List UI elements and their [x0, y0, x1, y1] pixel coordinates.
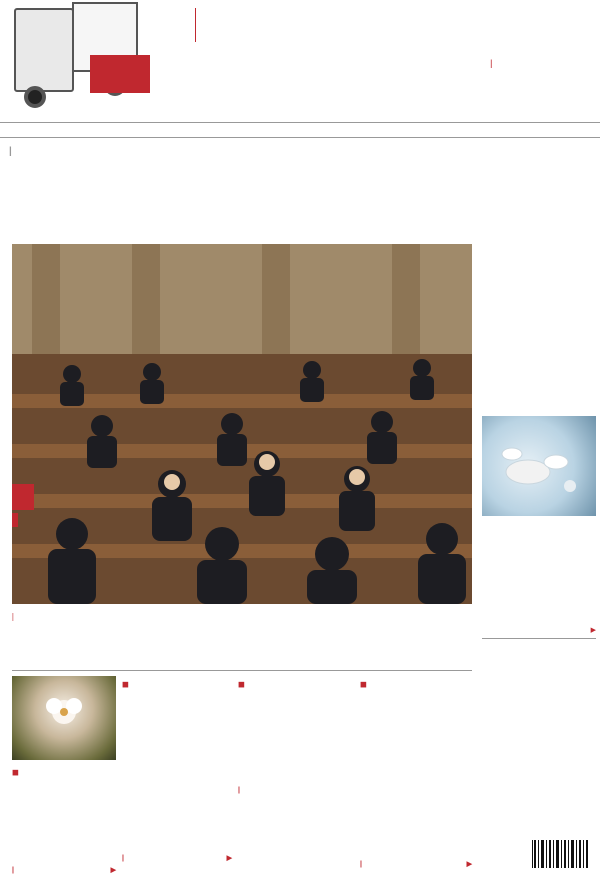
lead-body: [12, 612, 472, 622]
lead-photo-caption: [12, 512, 162, 529]
bottom4-author: | ▶: [360, 861, 472, 868]
bottom2-author: | ▶: [122, 855, 232, 862]
bottom-story-3: [238, 678, 354, 796]
apricot-photo: [12, 676, 116, 760]
bottom2-headline[interactable]: ■: [122, 678, 130, 691]
pills-photo: [482, 416, 596, 516]
bottom1-author: | ▶: [12, 867, 116, 874]
parliament-scene: [12, 244, 472, 604]
bottom-story-2: [122, 678, 232, 864]
bottom4-text: [360, 694, 472, 860]
currency-ticker: [0, 122, 600, 138]
barcode-bars: [530, 840, 590, 870]
side-text-2: [482, 520, 596, 626]
bottom1-headline[interactable]: ■: [12, 766, 20, 779]
bottom-divider: [12, 670, 472, 671]
vg-logo: [90, 55, 150, 93]
barcode: [530, 840, 590, 878]
issue-meta: |: [490, 58, 493, 69]
side2-body: [482, 646, 596, 788]
lead-author: |: [12, 612, 14, 621]
bottom3-author: |: [238, 787, 240, 794]
bottom1-text: [12, 782, 116, 866]
side-story: [482, 320, 596, 788]
bottom-story-4: [360, 678, 472, 870]
caption-page-number: [12, 484, 34, 510]
lead-photo-parliament: [12, 244, 472, 604]
side-body: [482, 324, 596, 412]
apricot-blossom: [12, 676, 116, 760]
bottom4-headline[interactable]: ■: [360, 678, 368, 691]
bottom2-text: [122, 694, 232, 854]
bottom-story-1: [12, 766, 116, 876]
branches-chart: [238, 806, 354, 878]
branches-bar-chart: [238, 806, 354, 862]
teaser-divider: [195, 8, 196, 42]
bux-index-chart: [482, 160, 594, 240]
caption-text: [12, 513, 18, 527]
bottom3-headline[interactable]: ■: [238, 678, 246, 691]
pills-illustration: [482, 416, 596, 516]
lead-kicker: |: [9, 146, 12, 157]
truck-wheel-front: [24, 86, 46, 108]
bottom3-text: [238, 694, 354, 786]
truck-cab: [14, 8, 74, 92]
side-page-ref: ▶: [590, 627, 596, 634]
